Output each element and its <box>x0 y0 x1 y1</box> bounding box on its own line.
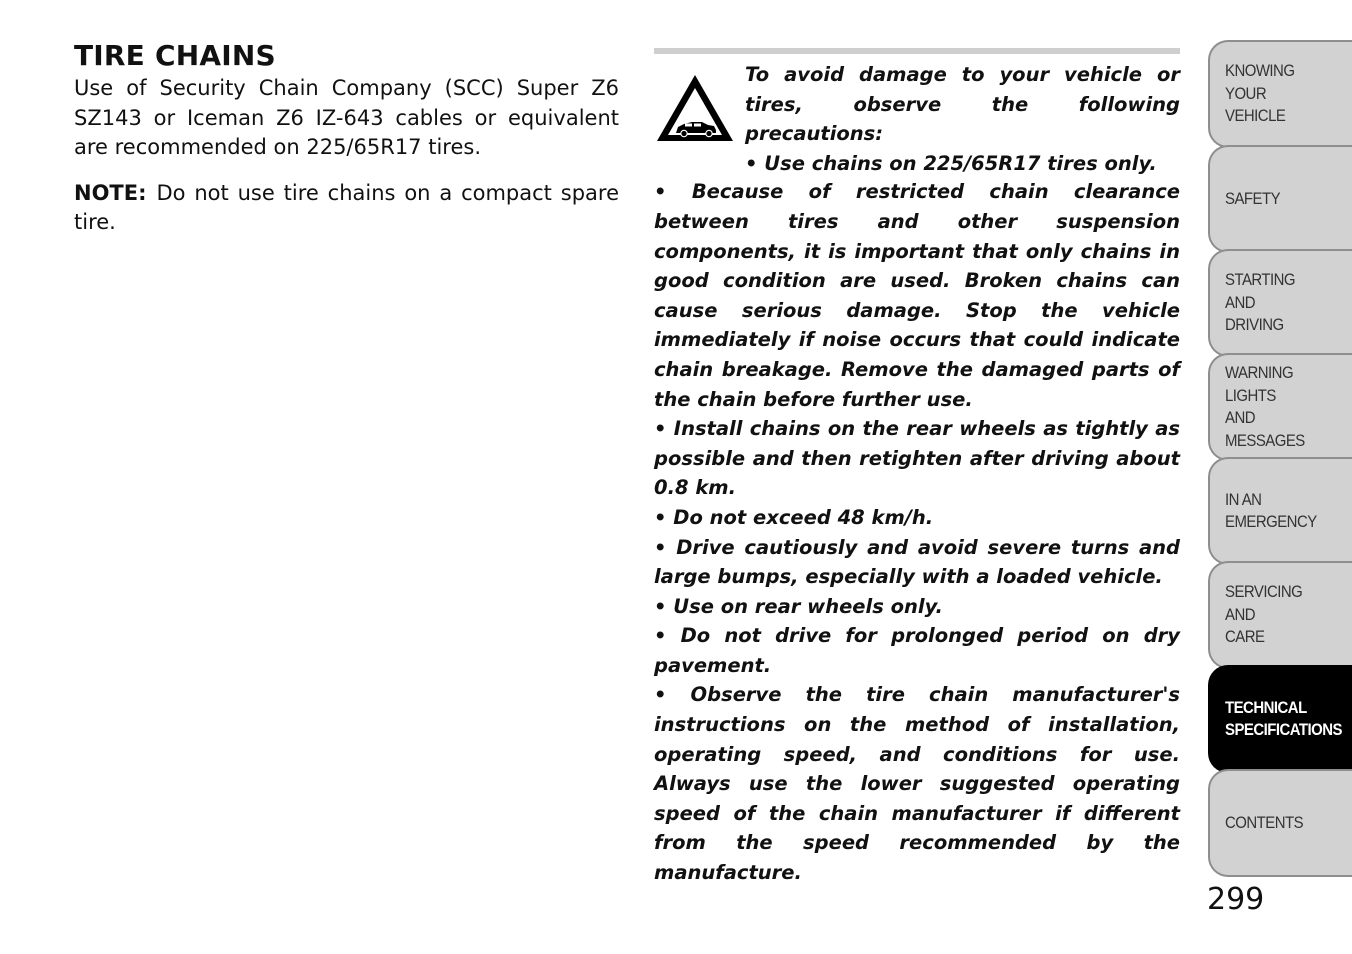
warning-bullet: • Use chains on 225/65R17 tires only. <box>745 151 1157 175</box>
note-label: NOTE: <box>74 180 147 205</box>
intro-paragraph: Use of Security Chain Company (SCC) Super Z6 SZ143 or Iceman Z6 IZ-643 cables or equivalent are recommended on 225/65R17 tires. <box>74 76 619 159</box>
tab-starting-and-driving[interactable] <box>1208 249 1352 357</box>
tab-contents[interactable] <box>1208 769 1352 877</box>
warning-heading-block <box>745 60 1180 178</box>
warning-divider <box>654 48 1180 54</box>
tab-in-an-emergency[interactable] <box>1208 457 1352 565</box>
tab-knowing-your-vehicle[interactable] <box>1208 40 1352 148</box>
warning-triangle-car-icon <box>654 72 736 144</box>
warning-bullet: • Do not drive for prolonged period on dry pavement. <box>654 624 1180 677</box>
tab-label: IN AN EMERGENCY <box>1225 489 1317 531</box>
warning-box <box>654 48 1180 888</box>
section-title: TIRE CHAINS <box>74 39 276 72</box>
warning-bullet: • Do not exceed 48 km/h. <box>654 505 934 529</box>
note-text: Do not use tire chains on a compact spare tire. <box>74 180 619 234</box>
tab-safety[interactable] <box>1208 145 1352 253</box>
tab-label: SERVICING AND CARE <box>1225 582 1303 647</box>
page-number: 299 <box>1207 882 1265 917</box>
tab-label: TECHNICAL SPECIFICATIONS <box>1225 697 1343 739</box>
warning-bullet: • Use on rear wheels only. <box>654 594 943 618</box>
warning-bullet: • Install chains on the rear wheels as tightly as possible and then retighten after driving about 0.8 km. <box>654 417 1180 500</box>
tab-technical-specifications[interactable] <box>1208 665 1352 773</box>
warning-bullet: • Drive cautiously and avoid severe turns and large bumps, especially with a loaded vehicle. <box>654 535 1180 589</box>
tab-label: STARTING AND DRIVING <box>1225 270 1296 335</box>
warning-heading: To avoid damage to your vehicle or tires, observe the following precautions: <box>745 63 1180 146</box>
warning-bullet: • Observe the tire chain manufacturer's instructions on the method of installation, operating speed, and conditions for use. Always use the lower suggested operating speed of the chain manufacturer if different from the speed recommended by the manufacture. <box>654 683 1180 885</box>
tab-warning-lights-and-messages[interactable] <box>1208 353 1352 461</box>
warning-bullet-list <box>654 177 1180 887</box>
warning-bullet: • Because of restricted chain clearance between tires and other suspension components, it is important that only chains in good condition are used. Broken chains can cause serious damage. Stop the vehicle immediately if noise occurs that could indicate chain breakage. Remove the damaged parts of the chain before further use. <box>654 180 1180 411</box>
tab-label: CONTENTS <box>1225 812 1304 832</box>
warning-header <box>654 60 1180 178</box>
tab-label: KNOWING YOUR VEHICLE <box>1225 61 1295 126</box>
tab-label: SAFETY <box>1225 188 1281 208</box>
tab-label: WARNING LIGHTS AND MESSAGES <box>1225 363 1305 450</box>
note-paragraph <box>74 179 619 238</box>
tab-servicing-and-care[interactable] <box>1208 561 1352 669</box>
main-column <box>74 40 619 238</box>
